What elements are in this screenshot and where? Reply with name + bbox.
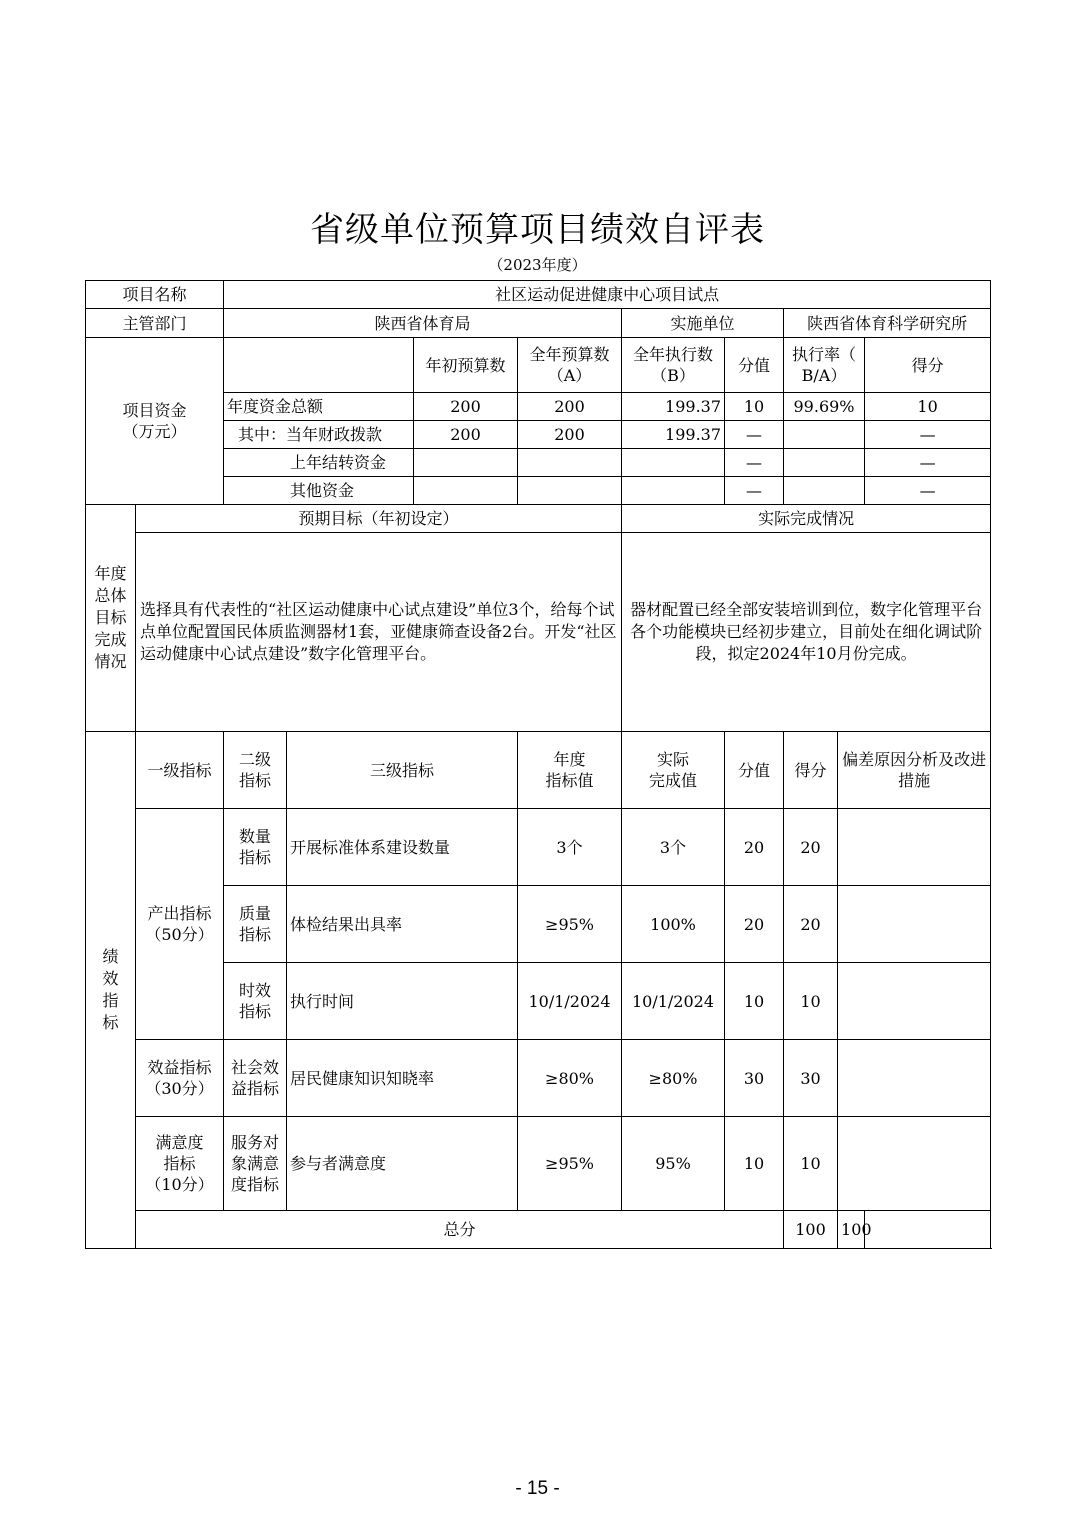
- indicator-target: ≥95%: [518, 886, 622, 963]
- funds-cell-executed: [622, 477, 725, 505]
- page-number: - 15 -: [515, 1478, 560, 1499]
- indicator-deviation: [838, 809, 991, 886]
- funds-header-initial: 年初预算数: [414, 338, 518, 393]
- evaluation-table: [85, 280, 991, 1249]
- indicator-score: 20: [784, 809, 838, 886]
- impl-unit-value: 陕西省体育科学研究所: [784, 309, 991, 338]
- indicator-level2: 社会效 益指标: [224, 1040, 287, 1117]
- total-deviation: [865, 1211, 991, 1249]
- total-score-value: 100: [784, 1211, 838, 1249]
- indicator-actual: ≥80%: [622, 1040, 725, 1117]
- funds-cell-rate: [784, 449, 865, 477]
- funds-cell-score: —: [865, 477, 991, 505]
- funds-cell-initial: [414, 449, 518, 477]
- funds-cell-initial: 200: [414, 421, 518, 449]
- indicator-level2: 数量 指标: [224, 809, 287, 886]
- funds-cell-initial: [414, 477, 518, 505]
- indicator-score: 10: [784, 963, 838, 1040]
- dept-label: 主管部门: [86, 309, 224, 338]
- indicator-score-value: 20: [725, 809, 784, 886]
- indicator-score-value: 20: [725, 886, 784, 963]
- indicator-level3: 参与者满意度: [287, 1117, 518, 1211]
- indicator-level3: 体检结果出具率: [287, 886, 518, 963]
- indicator-header-level3: 三级指标: [287, 732, 518, 809]
- funds-cell-executed: 199.37: [622, 393, 725, 421]
- indicator-score: 30: [784, 1040, 838, 1117]
- funds-cell-rate: [784, 421, 865, 449]
- funds-cell-score-value: —: [725, 477, 784, 505]
- indicator-group-benefit: 效益指标 （30分）: [136, 1040, 224, 1117]
- funds-cell-executed: 199.37: [622, 421, 725, 449]
- page-subtitle: （2023年度）: [488, 256, 587, 274]
- goals-label: 年度 总体 目标 完成 情况: [86, 505, 136, 732]
- indicator-score-value: 10: [725, 963, 784, 1040]
- indicator-score: 10: [784, 1117, 838, 1211]
- indicator-deviation: [838, 1040, 991, 1117]
- project-name-value: 社区运动促进健康中心项目试点: [224, 281, 991, 309]
- funds-row-label: 其中：当年财政拨款: [224, 421, 414, 449]
- funds-header-score-value: 分值: [725, 338, 784, 393]
- indicator-level3: 执行时间: [287, 963, 518, 1040]
- indicator-header-score: 得分: [784, 732, 838, 809]
- indicator-target: 10/1/2024: [518, 963, 622, 1040]
- funds-cell-annual: 200: [518, 421, 622, 449]
- indicators-label: 绩 效 指 标: [86, 732, 136, 1249]
- indicator-score-value: 10: [725, 1117, 784, 1211]
- total-label: 总分: [136, 1211, 784, 1249]
- indicator-header-level1: 一级指标: [136, 732, 224, 809]
- funds-cell-initial: 200: [414, 393, 518, 421]
- funds-row-label: 年度资金总额: [224, 393, 414, 421]
- funds-cell-rate: [784, 477, 865, 505]
- funds-header-annual: 全年预算数 （A）: [518, 338, 622, 393]
- project-name-label: 项目名称: [86, 281, 224, 309]
- dept-value: 陕西省体育局: [224, 309, 622, 338]
- indicator-level3: 居民健康知识知晓率: [287, 1040, 518, 1117]
- funds-cell-score-value: 10: [725, 393, 784, 421]
- funds-cell-rate: 99.69%: [784, 393, 865, 421]
- indicator-deviation: [838, 1117, 991, 1211]
- funds-cell-score-value: —: [725, 421, 784, 449]
- funds-cell-annual: [518, 477, 622, 505]
- expected-goal-text: 选择具有代表性的“社区运动健康中心试点建设”单位3个，给每个试点单位配置国民体质监测器材1套，亚健康筛查设备2台。开发“社区运动健康中心试点建设”数字化管理平台。: [136, 533, 622, 732]
- total-score: 100: [838, 1211, 865, 1249]
- funds-header-blank: [224, 338, 414, 393]
- indicator-header-deviation: 偏差原因分析及改进措施: [838, 732, 991, 809]
- funds-cell-annual: [518, 449, 622, 477]
- indicator-target: 3个: [518, 809, 622, 886]
- funds-cell-score: —: [865, 421, 991, 449]
- indicator-actual: 95%: [622, 1117, 725, 1211]
- indicator-header-target: 年度 指标值: [518, 732, 622, 809]
- funds-header-executed: 全年执行数 （B）: [622, 338, 725, 393]
- funds-cell-annual: 200: [518, 393, 622, 421]
- indicator-level2: 时效 指标: [224, 963, 287, 1040]
- expected-goal-header: 预期目标（年初设定）: [136, 505, 622, 533]
- funds-row-label: 其他资金: [224, 477, 414, 505]
- actual-result-header: 实际完成情况: [622, 505, 991, 533]
- funds-label: 项目资金 （万元）: [86, 338, 224, 505]
- indicator-deviation: [838, 886, 991, 963]
- indicator-score: 20: [784, 886, 838, 963]
- funds-header-score: 得分: [865, 338, 991, 393]
- funds-header-rate: 执行率（ B/A）: [784, 338, 865, 393]
- indicator-score-value: 30: [725, 1040, 784, 1117]
- indicator-header-actual: 实际 完成值: [622, 732, 725, 809]
- indicator-target: ≥95%: [518, 1117, 622, 1211]
- indicator-deviation: [838, 963, 991, 1040]
- indicator-actual: 3个: [622, 809, 725, 886]
- actual-result-text: 器材配置已经全部安装培训到位，数字化管理平台各个功能模块已经初步建立，目前处在细化调试阶段，拟定2024年10月份完成。: [622, 533, 991, 732]
- indicator-actual: 10/1/2024: [622, 963, 725, 1040]
- indicator-target: ≥80%: [518, 1040, 622, 1117]
- indicator-group-output: 产出指标 （50分）: [136, 809, 224, 1040]
- indicator-group-satisfaction: 满意度 指标 （10分）: [136, 1117, 224, 1211]
- indicator-level2: 服务对 象满意 度指标: [224, 1117, 287, 1211]
- page-title: 省级单位预算项目绩效自评表: [310, 210, 765, 250]
- indicator-header-level2: 二级 指标: [224, 732, 287, 809]
- funds-cell-executed: [622, 449, 725, 477]
- funds-cell-score: 10: [865, 393, 991, 421]
- indicator-level3: 开展标准体系建设数量: [287, 809, 518, 886]
- funds-row-label: 上年结转资金: [224, 449, 414, 477]
- indicator-header-score-value: 分值: [725, 732, 784, 809]
- indicator-actual: 100%: [622, 886, 725, 963]
- funds-cell-score: —: [865, 449, 991, 477]
- funds-cell-score-value: —: [725, 449, 784, 477]
- impl-unit-label: 实施单位: [622, 309, 784, 338]
- indicator-level2: 质量 指标: [224, 886, 287, 963]
